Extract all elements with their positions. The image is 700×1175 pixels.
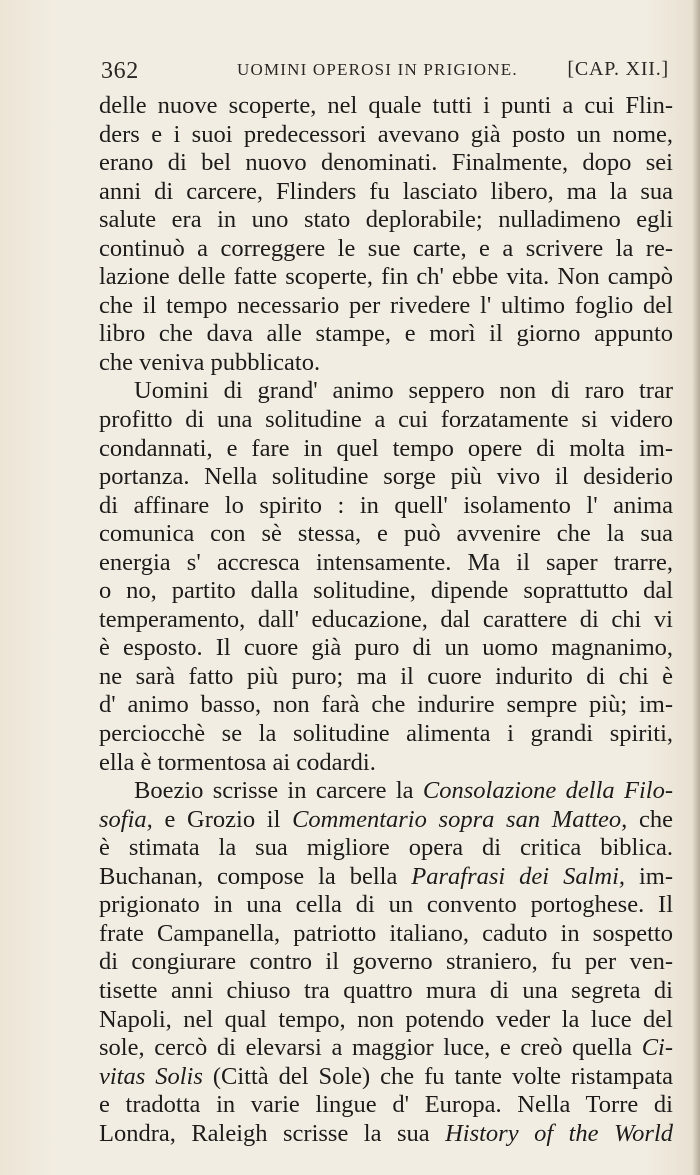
italic-title: Ci- <box>641 1034 673 1062</box>
text-line: Uomini di grand' animo seppero non di raro trar <box>134 377 673 405</box>
text-line: frate Campanella, patriotto italiano, caduto in sospetto <box>99 919 673 947</box>
text-line: profitto di una solitudine a cui forzatamente si videro <box>99 406 673 434</box>
text-line: prigionato in una cella di un convento portoghese. Il <box>99 891 673 919</box>
italic-title: sofia, <box>99 805 153 833</box>
text-line: ella è tormentosa ai codardi. <box>99 748 376 776</box>
text-line: e tradotta in varie lingue d' Europa. Nella Torre di <box>99 1091 673 1119</box>
text-line: temperamento, dall' educazione, dal carattere di chi vi <box>99 605 673 633</box>
italic-title: Parafrasi dei Salmi, <box>411 862 626 890</box>
text-line: continuò a correggere le sue carte, e a scrivere la re- <box>99 234 673 262</box>
page-edge-shadow <box>692 0 700 1175</box>
text-line: salute era in uno stato deplorabile; nulladimeno egli <box>99 206 673 234</box>
text-line: di affinare lo spirito : in quell' isolamento l' anima <box>99 491 673 519</box>
text-line: d' animo basso, non farà che indurire sempre più; im- <box>99 691 673 719</box>
italic-title: Commentario sopra san Matteo, <box>292 805 628 833</box>
text-line: o no, partito dalla solitudine, dipende soprattutto dal <box>99 577 673 605</box>
text-line: tisette anni chiuso tra quattro mura di una segreta di <box>99 976 673 1004</box>
text-line: ne sarà fatto più puro; ma il cuore indurito di chi è <box>99 662 673 690</box>
text-line: perciocchè se la solitudine alimenta i grandi spiriti, <box>99 720 673 748</box>
text-line: Londra, Raleigh scrisse la sua History of the World <box>99 1119 673 1147</box>
text-line: è stimata la sua migliore opera di critica biblica. <box>99 834 673 862</box>
text-line: anni di carcere, Flinders fu lasciato libero, ma la sua <box>99 177 673 205</box>
text-line: condannati, e fare in quel tempo opere di molta im- <box>99 434 673 462</box>
running-header <box>101 58 669 86</box>
italic-title: History of the World <box>445 1119 673 1147</box>
text-line: lazione delle fatte scoperte, fin ch' ebbe vita. Non campò <box>99 263 673 291</box>
text-line: è esposto. Il cuore già puro di un uomo magnanimo, <box>99 634 673 662</box>
page-number: 362 <box>101 58 139 84</box>
text-line: libro che dava alle stampe, e morì il giorno appunto <box>99 320 673 348</box>
text-line: di congiurare contro il governo straniero, fu per ven- <box>99 948 673 976</box>
chapter-reference: [CAP. XII.] <box>567 58 669 80</box>
body-text <box>99 92 673 1148</box>
italic-title: Consolazione della Filo- <box>422 777 673 805</box>
text-line: Napoli, nel qual tempo, non potendo veder la luce del <box>99 1005 673 1033</box>
text-line: erano di bel nuovo denominati. Finalmente, dopo sei <box>99 149 673 177</box>
running-title: UOMINI OPEROSI IN PRIGIONE. <box>237 60 518 79</box>
text-line: energia s' accresca intensamente. Ma il saper trarre, <box>99 548 673 576</box>
italic-title: vitas Solis <box>99 1062 203 1090</box>
text-line: Buchanan, compose la bella Parafrasi dei Salmi, im- <box>99 862 673 890</box>
text-line: portanza. Nella solitudine sorge più vivo il desiderio <box>99 463 673 491</box>
text-line: sole, cercò di elevarsi a maggior luce, e creò quella Ci- <box>99 1034 673 1062</box>
text-line: sofia, e Grozio il Commentario sopra san Matteo, che <box>99 805 674 833</box>
text-line: Boezio scrisse in carcere la Consolazione della Filo- <box>134 777 673 805</box>
text-line: che il tempo necessario per rivedere l' ultimo foglio del <box>99 291 673 319</box>
text-line: comunica con sè stessa, e può avvenire che la sua <box>99 520 673 548</box>
text-line: ders e i suoi predecessori avevano già posto un nome, <box>99 120 673 148</box>
text-line: vitas Solis (Città del Sole) che fu tante volte ristampata <box>99 1062 673 1090</box>
text-line: delle nuove scoperte, nel quale tutti i punti a cui Flin- <box>99 92 673 119</box>
text-line: che veniva pubblicato. <box>99 348 321 376</box>
